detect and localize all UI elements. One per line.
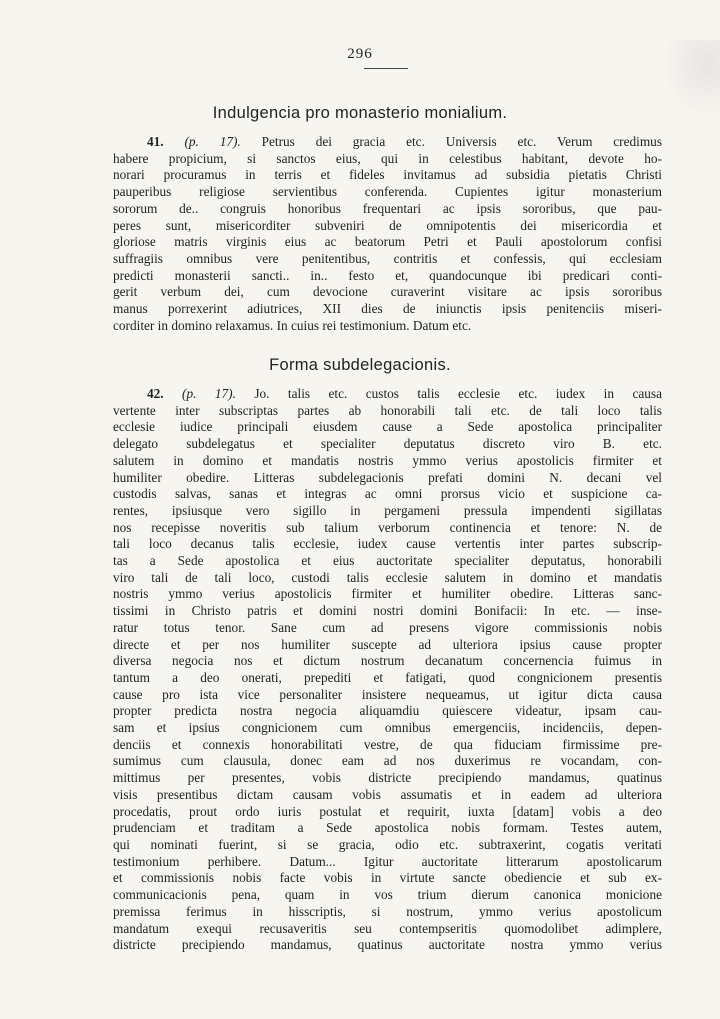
text-line: suffragiis omnibus vere penitentibus, contritis et confessis, qui ecclesiam [113, 250, 662, 266]
text-line: tas a Sede apostolica et eius auctoritate specialiter deputatus, honorabili [113, 553, 662, 569]
text-line: denciis et connexis honorabilitati vestre, de qua fiduciam firmissime pre- [113, 736, 662, 752]
text-line: gerit verbum dei, cum devocione curaverint visitare ac ipsis sororibus [113, 284, 662, 300]
entry-41 [113, 134, 662, 334]
text-line: directe et per nos humiliter suscepte ad ulteriora ipsius cause propter [113, 636, 662, 652]
text-line: testimonium perhibere. Datum... Igitur auctoritate litterarum apostolicarum [113, 853, 662, 869]
page-number: 296 [347, 46, 373, 62]
page-number-rule [364, 68, 408, 69]
text-line: prudenciam et traditam a Sede apostolica nobis formam. Testes autem, [113, 820, 662, 836]
text-line: sororum de.. congruis honoribus frequentari ac ipsis sororibus, que pau- [113, 200, 662, 216]
text-line: visis presentibus dictam causam vobis assumatis et in eadem ad ulteriora [113, 786, 662, 802]
text-line: communicacionis pena, quam in vos trium dierum canonica monicione [113, 887, 662, 903]
text-line: corditer in domino relaxamus. In cuius rei testimonium. Datum etc. [113, 317, 472, 333]
text-line: sumimus cum clausula, donec eam ad nos duxerimus re vocandam, con- [113, 753, 662, 769]
text-line: ratur totus tenor. Sane cum ad presens vigore commissionis nobis [113, 619, 662, 635]
text-line: nos recepisse noveritis sub talium verborum continencia et tenore: N. de [113, 519, 662, 535]
entry-number: 42. [147, 386, 164, 401]
text-line: vertente inter subscriptas partes ab honorabili tali etc. de tali loco talis [113, 402, 662, 418]
text-line: humiliter obedire. Litteras subdelegacionis prefati domini N. decani vel [113, 469, 662, 485]
text-line: et commissionis nobis facte vobis in virtute sancte obediencie et sub ex- [113, 870, 662, 886]
entry-number: 41. [147, 134, 164, 149]
text-line: viro tali de tali loco, custodi talis ecclesie salutem in domino et mandatis [113, 569, 662, 585]
text-line [113, 386, 662, 403]
text-line: peres sunt, misericorditer subveniri de omnipotentis dei misericordia et [113, 217, 662, 233]
text-line-content: Jo. talis etc. custos talis ecclesie etc. iudex in causa [254, 386, 662, 401]
text-line: predicti monasterii sancti.. in.. festo et, quandocunque ibi predicari conti- [113, 267, 662, 283]
text-line: habere propicium, si sanctos eius, qui in celestibus habitant, devote ho- [113, 150, 662, 166]
text-line: tantum a deo onerati, prepediti et fatigati, quod congnicionem presentis [113, 669, 662, 685]
text-line: pauperibus religiose servientibus conferenda. Cupientes igitur monasterium [113, 184, 662, 200]
section-title-subdelegacionis: Forma subdelegacionis. [269, 356, 451, 374]
text-line: rentes, ipsiusque vero sigillo in pergameni pressula impendenti sigillatas [113, 502, 662, 518]
text-line: mittimus per presentes, vobis districte precipiendo mandamus, quatinus [113, 770, 662, 786]
entry-42 [113, 386, 662, 954]
text-line: propter predicta nostra negocia aliquamdiu quiescere videatur, ipsam cau- [113, 703, 662, 719]
text-line: qui nominati fuerint, si se gracia, odio etc. subtraxerint, cogatis veritati [113, 836, 662, 852]
text-line: premissa ferimus in hisscriptis, si nostrum, ymmo verius apostolicum [113, 903, 662, 919]
text-line: nostris ymmo verius apostolicis firmiter et humiliter obedire. Litteras sanc- [113, 586, 662, 602]
text-line: salutem in domino et mandatis nostris ymmo verius apostolicis firmiter et [113, 452, 662, 468]
text-line: norari procuramus in terris et fideles invitamus ad subsidia pietatis Christi [113, 167, 662, 183]
text-line: districte precipiendo mandamus, quatinus auctoritate nostra ymmo verius [113, 937, 662, 953]
text-line: gloriose matris virginis eius ac beatorum Petri et Pauli apostolorum confisi [113, 234, 662, 250]
entry-reference: (p. 17). [184, 134, 241, 149]
section-title-indulgencia: Indulgencia pro monasterio monialium. [212, 104, 508, 122]
text-line: procedatis, prout ordo iuris postulat et requirit, iuxta [datam] vobis a deo [113, 803, 662, 819]
text-line: mandatum exequi recusaveritis seu contempseritis quomodolibet adimplere, [113, 920, 662, 936]
text-line: tali loco decanus talis ecclesie, iudex cause vertentis inter partes subscrip- [113, 536, 662, 552]
text-line: sam et ipsius congnicionem cum omnibus emergenciis, incidenciis, depen- [113, 720, 662, 736]
text-line: cause pro ista vice personaliter insistere nequeamus, ut igitur dicta causa [113, 686, 662, 702]
text-line: ecclesie iudice principali eiusdem cause a Sede apostolica principaliter [113, 419, 662, 435]
text-line-content: Petrus dei gracia etc. Universis etc. Verum credimus [261, 134, 663, 149]
text-line: manus porrexerint adiutrices, XII dies de iniunctis ipsis penitenciis miseri- [113, 301, 662, 317]
text-line: delegato subdelegatus et specialiter deputatus discreto viro B. etc. [113, 436, 662, 452]
text-line: tissimi in Christo patris et domini nostri domini Bonifacii: In etc. — inse- [113, 603, 662, 619]
text-line: diversa negocia nos et dictum nostrum decanatum concernencia fuimus in [113, 653, 662, 669]
entry-reference: (p. 17). [182, 386, 236, 401]
text-line: custodis salvas, sanas et integras ac omni prorsus vicio et suspicione ca- [113, 486, 662, 502]
text-line [113, 134, 662, 151]
